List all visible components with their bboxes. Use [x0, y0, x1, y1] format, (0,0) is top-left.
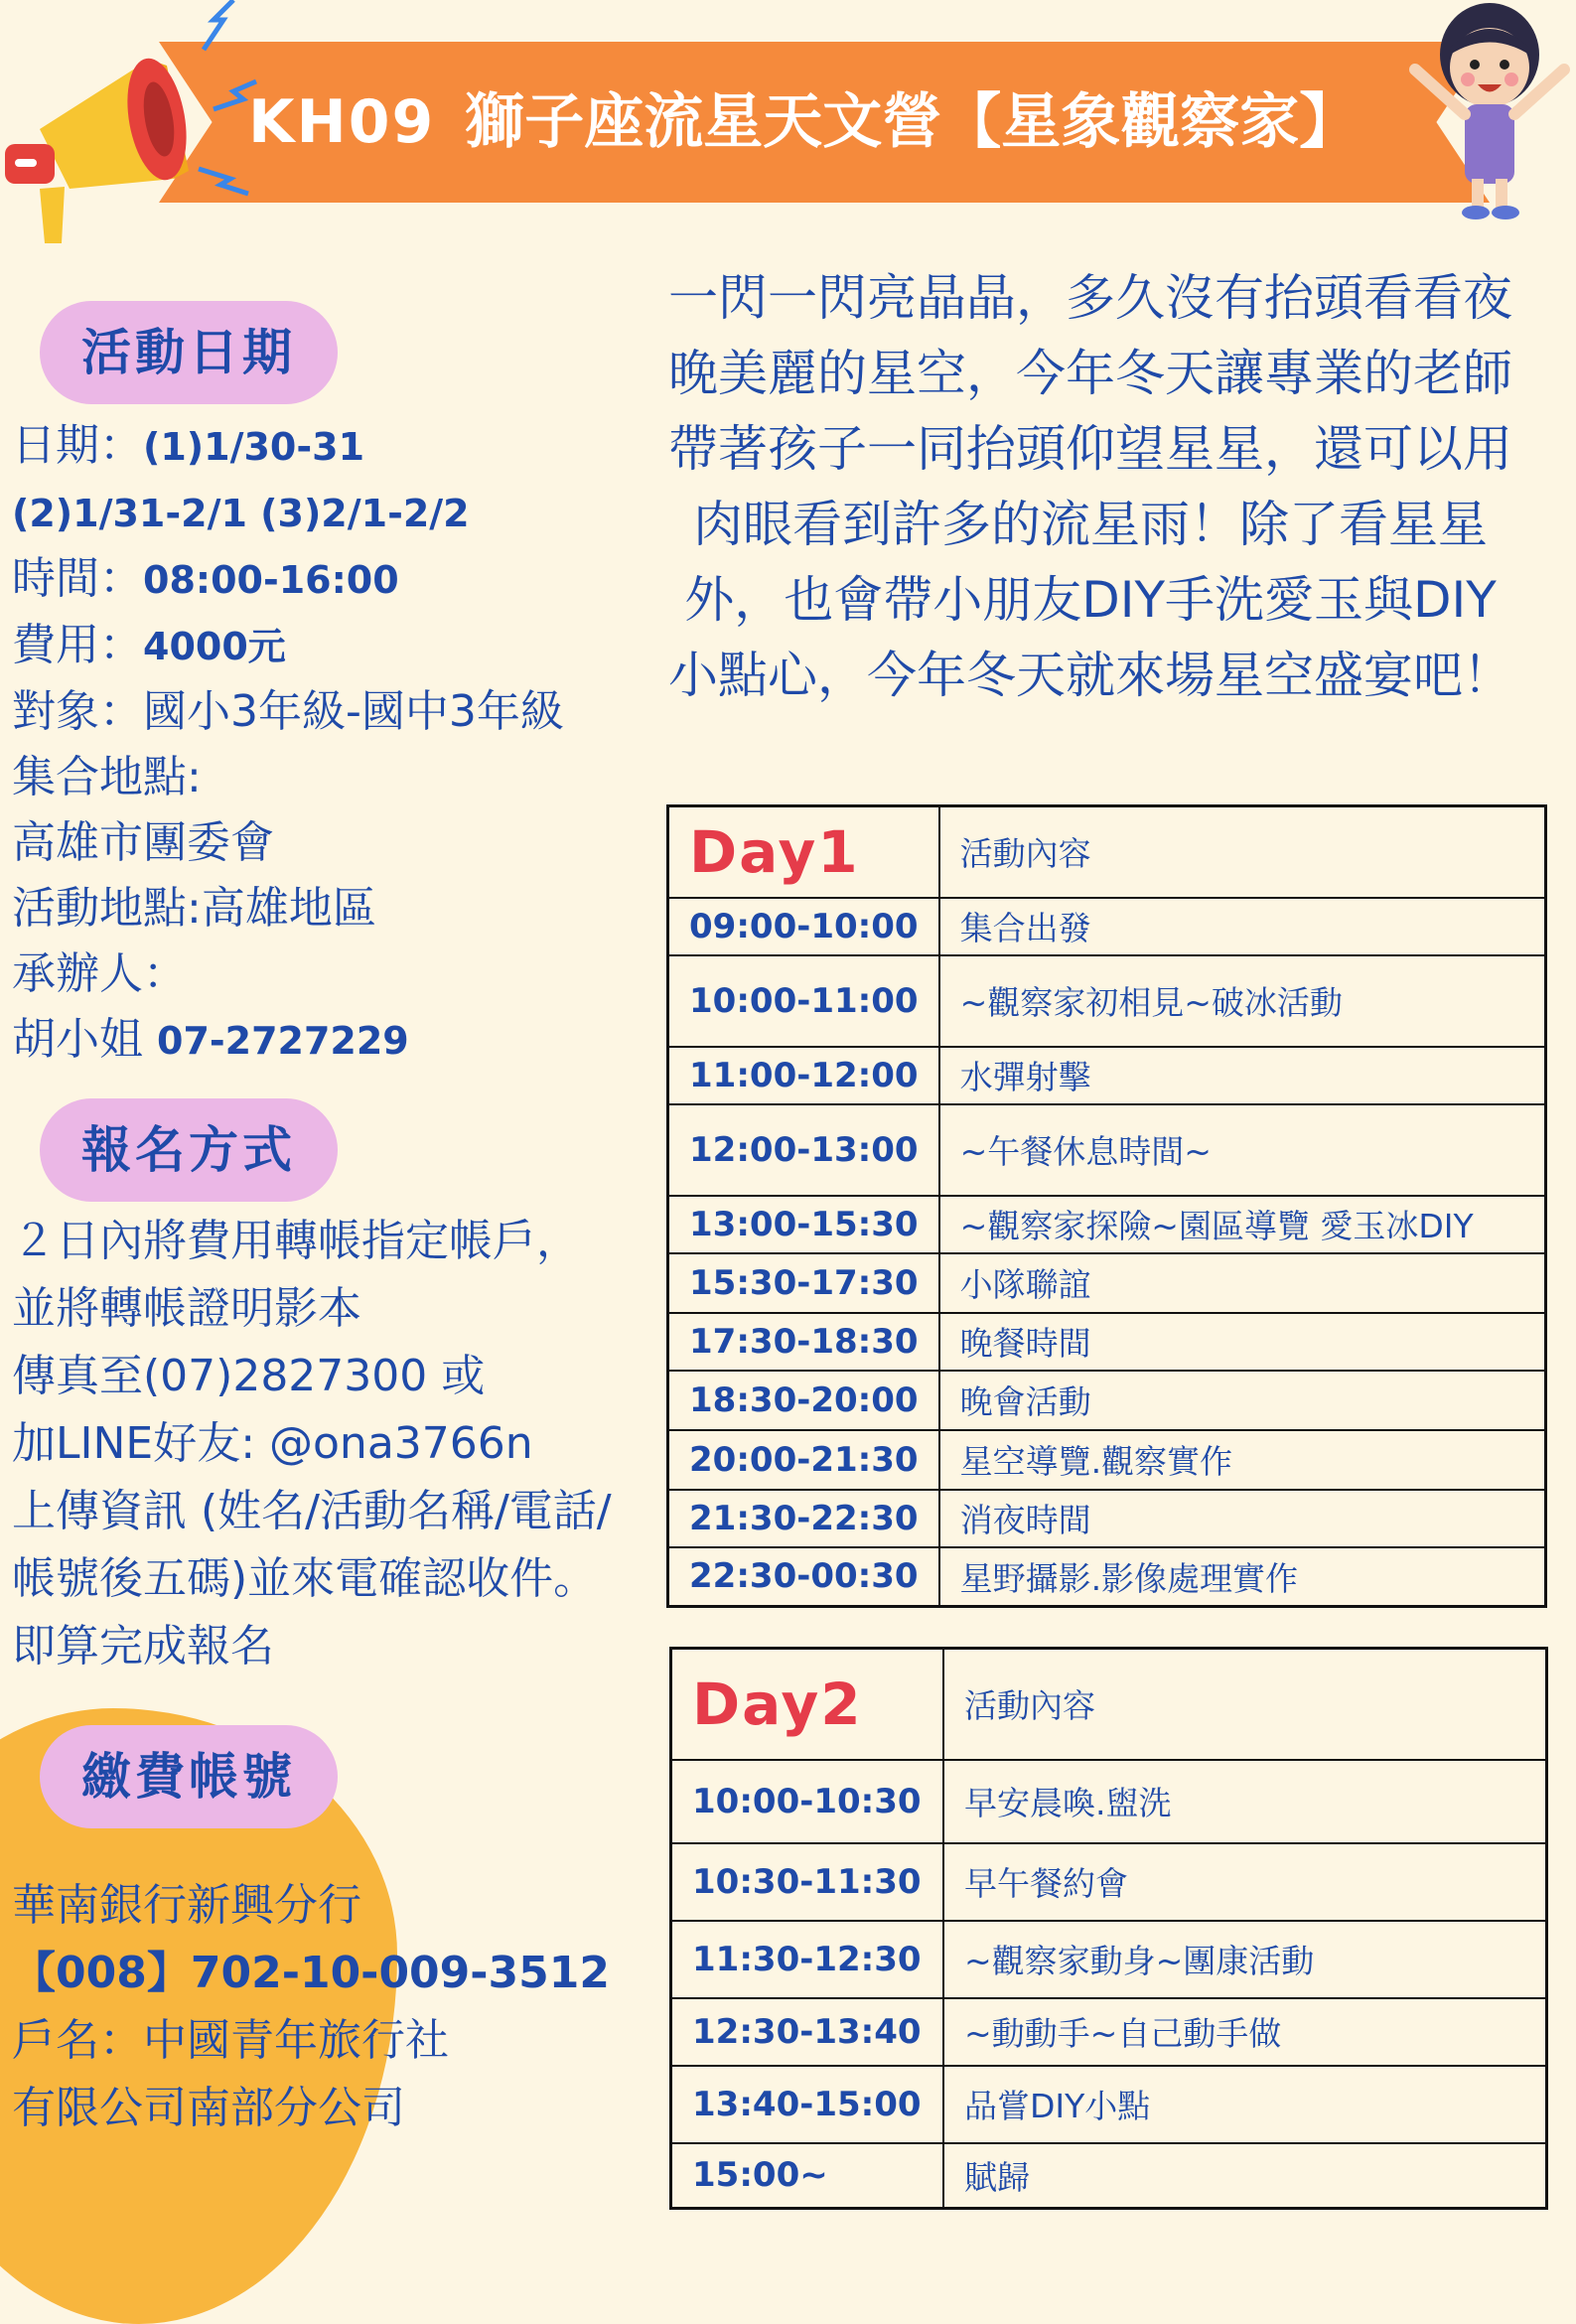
info-line: 傳真至(07)2827300 或 [12, 1351, 486, 1401]
time-cell: 13:00-15:30 [668, 1196, 939, 1253]
day2-label-cell [671, 1649, 944, 1760]
activity-cell: ~觀察家動身~團康活動 [943, 1921, 1547, 1998]
info-line: 即算完成報名 [12, 1621, 274, 1671]
date-section-heading: 活動日期 [40, 301, 338, 404]
time-cell: 22:30-00:30 [668, 1547, 939, 1607]
info-line: 華南銀行新興分行 [12, 1880, 361, 1931]
day2-label: Day2 [692, 1670, 863, 1738]
info-line: ２日內將費用轉帳指定帳戶， [12, 1216, 580, 1266]
table-row [668, 1547, 1546, 1607]
signup-info-block [12, 1208, 612, 1680]
table-row [668, 1196, 1546, 1253]
cartoon-kid-icon [1400, 0, 1576, 228]
table-row [668, 1371, 1546, 1430]
info-line: 日期：(1)1/30-31 [12, 420, 365, 471]
info-line: 帳號後五碼)並來電確認收件。 [12, 1553, 598, 1604]
activity-cell: 早午餐約會 [943, 1843, 1547, 1921]
time-cell: 10:00-11:00 [668, 955, 939, 1047]
table-row [668, 898, 1546, 955]
activity-cell: 小隊聯誼 [939, 1253, 1546, 1313]
table-row [668, 1313, 1546, 1371]
time-cell: 10:00-10:30 [671, 1760, 944, 1843]
activity-cell: 消夜時間 [939, 1490, 1546, 1547]
time-cell: 12:30-13:40 [671, 1998, 944, 2066]
activity-cell: 賦歸 [943, 2143, 1547, 2209]
info-line: 有限公司南部分公司 [12, 2083, 405, 2133]
megaphone-icon [0, 0, 258, 248]
table-row [671, 2143, 1547, 2209]
table-row [671, 1843, 1547, 1921]
table-row [668, 1104, 1546, 1196]
camp-title: 獅子座流星天文營【星象觀察家】 [465, 87, 1360, 157]
activity-cell: 早安晨喚.盥洗 [943, 1760, 1547, 1843]
time-cell: 17:30-18:30 [668, 1313, 939, 1371]
camp-code: KH09 [248, 87, 436, 157]
day1-schedule-table [666, 804, 1547, 1608]
info-line: 費用：4000元 [12, 620, 286, 670]
intro-line: 晚美麗的星空，今年冬天讓專業的老師 [668, 345, 1512, 402]
content-header-cell: 活動內容 [939, 806, 1546, 898]
page-title [248, 77, 1359, 167]
intro-line: 帶著孩子一同抬頭仰望星星，還可以用 [668, 420, 1512, 478]
time-cell: 13:40-15:00 [671, 2066, 944, 2143]
info-line: 集合地點: [12, 752, 202, 802]
time-cell: 18:30-20:00 [668, 1371, 939, 1430]
info-line: 承辦人： [12, 948, 187, 999]
time-cell: 11:00-12:00 [668, 1047, 939, 1104]
activity-cell: 品嘗DIY小點 [943, 2066, 1547, 2143]
activity-cell: ~觀察家探險~園區導覽 愛玉冰DIY [939, 1196, 1546, 1253]
info-line: 加LINE好友: @ona3766n [12, 1418, 533, 1469]
info-line: (2)1/31-2/1 (3)2/1-2/2 [12, 492, 470, 535]
date-info-block [12, 413, 564, 1074]
intro-line: 外，也會帶小朋友DIY手洗愛玉與DIY [684, 571, 1497, 629]
table-row [668, 1430, 1546, 1490]
day1-label-cell [668, 806, 939, 898]
intro-paragraph [624, 260, 1557, 713]
activity-cell: ~動動手~自己動手做 [943, 1998, 1547, 2066]
table-row [668, 955, 1546, 1047]
time-cell: 10:30-11:30 [671, 1843, 944, 1921]
table-row [671, 1998, 1547, 2066]
content-header-cell: 活動內容 [943, 1649, 1547, 1760]
activity-cell: 星野攝影.影像處理實作 [939, 1547, 1546, 1607]
activity-cell: 晚會活動 [939, 1371, 1546, 1430]
time-cell: 11:30-12:30 [671, 1921, 944, 1998]
info-line: 時間：08:00-16:00 [12, 553, 399, 604]
info-line: 並將轉帳證明影本 [12, 1283, 361, 1334]
day1-label: Day1 [689, 817, 860, 886]
table-row [668, 1490, 1546, 1547]
table-header-row [671, 1649, 1547, 1760]
info-line: 活動地點:高雄地區 [12, 883, 376, 934]
activity-cell: 星空導覽.觀察實作 [939, 1430, 1546, 1490]
time-cell: 15:00~ [671, 2143, 944, 2209]
info-line: 胡小姐 07-2727229 [12, 1014, 409, 1065]
info-line: 對象：國小3年級-國中3年級 [12, 686, 564, 737]
info-line: 高雄市團委會 [12, 817, 274, 868]
info-line: 【008】702-10-009-3512 [12, 1948, 611, 1998]
info-line: 上傳資訊 (姓名/活動名稱/電話/ [12, 1486, 612, 1536]
table-row [671, 1760, 1547, 1843]
info-line: 戶名：中國青年旅行社 [12, 2015, 449, 2066]
table-row [668, 1047, 1546, 1104]
activity-cell: ~觀察家初相見~破冰活動 [939, 955, 1546, 1047]
payment-section-heading: 繳費帳號 [40, 1725, 338, 1828]
table-row [671, 1921, 1547, 1998]
payment-info-block [12, 1872, 610, 2142]
intro-line: 一閃一閃亮晶晶，多久沒有抬頭看看夜 [668, 269, 1512, 327]
activity-cell: 水彈射擊 [939, 1047, 1546, 1104]
table-row [671, 2066, 1547, 2143]
time-cell: 21:30-22:30 [668, 1490, 939, 1547]
activity-cell: 晚餐時間 [939, 1313, 1546, 1371]
time-cell: 20:00-21:30 [668, 1430, 939, 1490]
table-row [668, 1253, 1546, 1313]
day2-schedule-table [669, 1647, 1548, 2210]
table-header-row [668, 806, 1546, 898]
time-cell: 09:00-10:00 [668, 898, 939, 955]
time-cell: 12:00-13:00 [668, 1104, 939, 1196]
time-cell: 15:30-17:30 [668, 1253, 939, 1313]
signup-section-heading: 報名方式 [40, 1098, 338, 1202]
intro-line: 小點心，今年冬天就來場星空盛宴吧！ [668, 647, 1512, 704]
intro-line: 肉眼看到許多的流星雨！除了看星星 [693, 496, 1488, 553]
activity-cell: ~午餐休息時間~ [939, 1104, 1546, 1196]
activity-cell: 集合出發 [939, 898, 1546, 955]
